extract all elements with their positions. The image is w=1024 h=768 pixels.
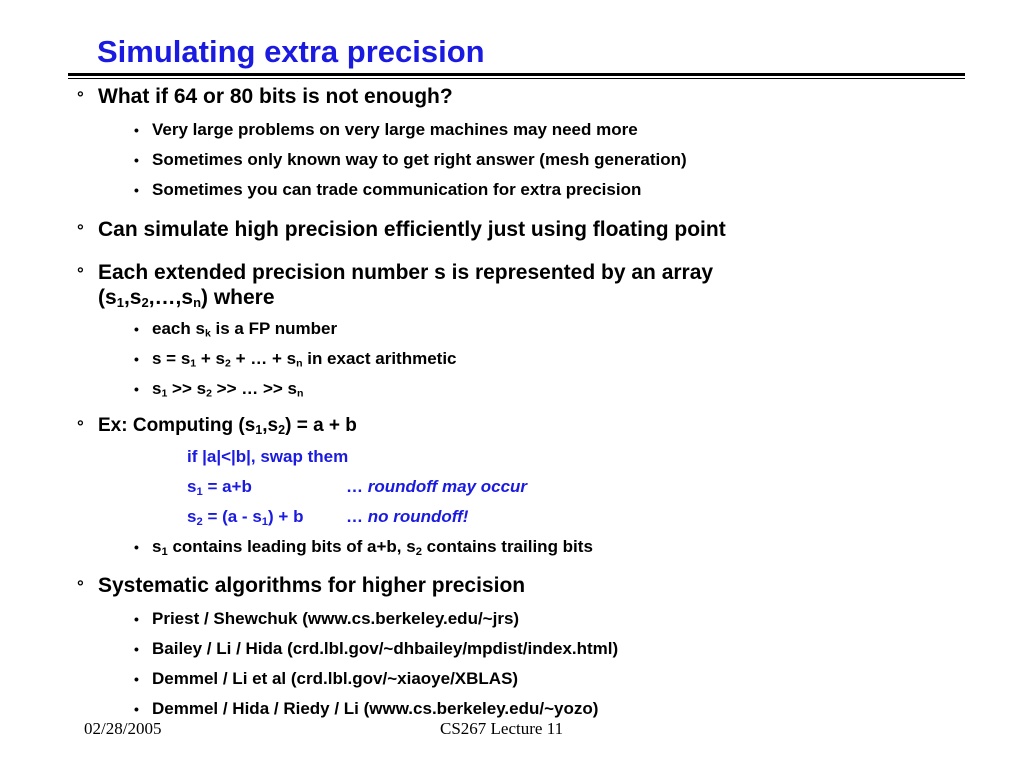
bullet-64-80-bits: What if 64 or 80 bits is not enough? [98,85,453,108]
sub-bullet-priest-shewchuk: Priest / Shewchuk (www.cs.berkeley.edu/~jrs) [152,609,520,628]
sub-bullet-marker: • [134,701,139,717]
sub-bullet-marker: • [134,152,139,168]
bullet-simulate-high-precision: Can simulate high precision efficiently just using floating point [98,218,726,241]
footer-date: 02/28/2005 [84,719,162,738]
sub-bullet-exact-sum: $s = s_1 + s_2$ + … + $s_n$ in exact arithmetic [152,349,457,370]
bullet-systematic-algorithms: Systematic algorithms for higher precision [98,574,526,597]
bullet-example-computing: Ex: Computing (s1,s2) = a + b [98,415,357,438]
sub-bullet-bailey-li-hida: Bailey / Li / Hida (crd.lbl.gov/~dhbailey/mpdist/index.html) [152,639,619,658]
sub-bullet-marker: • [134,381,139,397]
bullet-marker: ° [77,264,84,283]
bullet-extended-precision-line2: $(s_1,s_2,\dots,s_n)$ where [98,286,275,310]
sub-bullet-demmel-hida-riedy-li: Demmel / Hida / Riedy / Li (www.cs.berkeley.edu/~yozo) [152,699,599,718]
code-comment-no-roundoff: … no roundoff! [346,507,469,526]
bullet-marker: ° [77,88,84,107]
bullet-marker: ° [77,577,84,596]
sub-bullet-marker: • [134,182,139,198]
sub-bullet-large-problems: Very large problems on very large machines may need more [152,120,638,139]
sub-bullet-trade-communication: Sometimes you can trade communication for extra precision [152,180,642,199]
bullet-marker: ° [77,417,84,436]
bullet-marker: ° [77,221,84,240]
sub-bullet-marker: • [134,611,139,627]
sub-bullet-leading-trailing-bits: s1 contains leading bits of a+b, s2 contains trailing bits [152,537,593,558]
sub-bullet-marker: • [134,671,139,687]
code-comment-roundoff: … roundoff may occur [346,477,528,496]
sub-bullet-marker: • [134,641,139,657]
footer-course: CS267 Lecture 11 [440,719,564,738]
sub-bullet-marker: • [134,351,139,367]
code-line-swap: if |a|<|b|, swap them [187,447,349,466]
slide-title: Simulating extra precision [97,34,485,69]
sub-bullet-demmel-li: Demmel / Li et al (crd.lbl.gov/~xiaoye/XBLAS) [152,669,519,688]
code-line-s1: s1 = a+b [187,477,252,498]
sub-bullet-mesh-generation: Sometimes only known way to get right answer (mesh generation) [152,150,687,169]
code-line-s2: s2 = (a - s1) + b [187,507,304,528]
sub-bullet-each-sk: each $s_k$ is a FP number [152,319,338,340]
sub-bullet-marker: • [134,539,139,555]
sub-bullet-marker: • [134,122,139,138]
sub-bullet-ordering: $s_1 >> s_2$ >> … >> $s_n$ [152,379,304,400]
title-rule-thin [68,78,965,79]
title-rule-thick [68,73,965,76]
bullet-extended-precision-line1: Each extended precision number s is represented by an array [98,261,714,284]
sub-bullet-marker: • [134,321,139,337]
